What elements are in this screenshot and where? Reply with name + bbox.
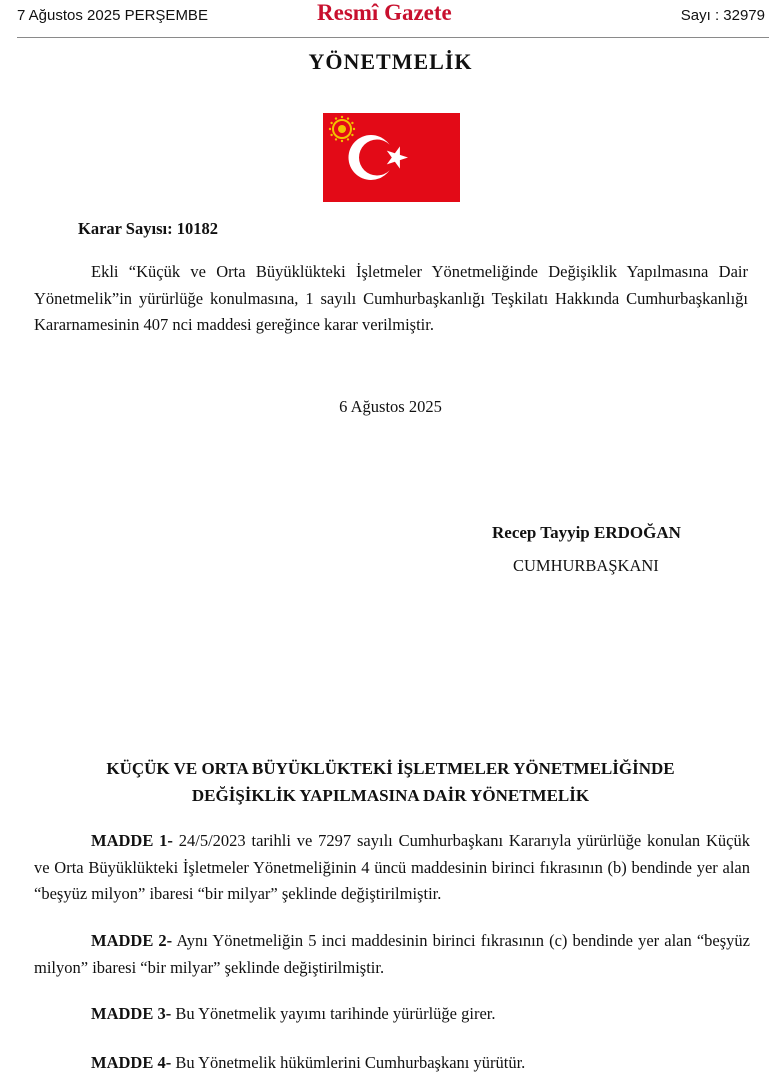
decision-date: 6 Ağustos 2025 bbox=[339, 397, 442, 416]
article-2-text: Aynı Yönetmeliğin 5 inci maddesinin birinci fıkrasının (c) bendinde yer alan “beşyüz milyon” ibaresi “bir milyar” şeklinde değiştirilmiştir. bbox=[34, 931, 750, 977]
article-4-text: Bu Yönetmelik hükümlerini Cumhurbaşkanı yürütür. bbox=[171, 1053, 526, 1072]
gazette-header bbox=[17, 0, 769, 38]
article-1 bbox=[34, 828, 750, 908]
regulation-title bbox=[0, 755, 781, 809]
gazette-title: Resmî Gazete bbox=[317, 0, 452, 25]
article-2 bbox=[34, 928, 750, 981]
publication-date: 7 Ağustos 2025 PERŞEMBE bbox=[17, 7, 208, 24]
article-4 bbox=[34, 1050, 750, 1077]
document-type: YÖNETMELİK bbox=[308, 49, 473, 74]
article-3-label: MADDE 3- bbox=[91, 1004, 172, 1023]
decision-text: Ekli “Küçük ve Orta Büyüklükteki İşletmeler Yönetmeliğinde Değişiklik Yapılmasına Dair Yönetmelik”in yürürlüğe konulmasına, 1 sayılı Cumhurbaşkanlığı Teşkilatı Hakkında Cumhurbaşkanlığı Kararnamesinin 407 nci maddesi gereğince karar verilmiştir. bbox=[34, 262, 748, 334]
turkish-flag-icon bbox=[323, 113, 460, 202]
regulation-title-line2: DEĞİŞİKLİK YAPILMASINA DAİR YÖNETMELİK bbox=[191, 786, 590, 805]
article-1-label: MADDE 1- bbox=[91, 831, 173, 850]
decision-number: Karar Sayısı: 10182 bbox=[78, 219, 218, 238]
issue-number: Sayı : 32979 bbox=[680, 7, 765, 24]
article-3 bbox=[34, 1001, 750, 1028]
signatory-name: Recep Tayyip ERDOĞAN bbox=[492, 523, 681, 542]
article-4-label: MADDE 4- bbox=[91, 1053, 172, 1072]
article-3-text: Bu Yönetmelik yayımı tarihinde yürürlüğe girer. bbox=[171, 1004, 496, 1023]
signatory-title: CUMHURBAŞKANI bbox=[513, 556, 659, 575]
article-1-text: 24/5/2023 tarihli ve 7297 sayılı Cumhurbaşkanı Kararıyla yürürlüğe konulan Küçük ve Orta Büyüklükteki İşletmeler Yönetmeliğinin 4 üncü maddesinin birinci fıkrasının (b) bendinde yer alan “beşyüz milyon” ibaresi “bir milyar” şeklinde değiştirilmiştir. bbox=[34, 831, 751, 903]
decision-paragraph bbox=[34, 259, 748, 339]
regulation-title-line1: KÜÇÜK VE ORTA BÜYÜKLÜKTEKİ İŞLETMELER YÖNETMELİĞİNDE bbox=[106, 759, 675, 778]
article-2-label: MADDE 2- bbox=[91, 931, 173, 950]
